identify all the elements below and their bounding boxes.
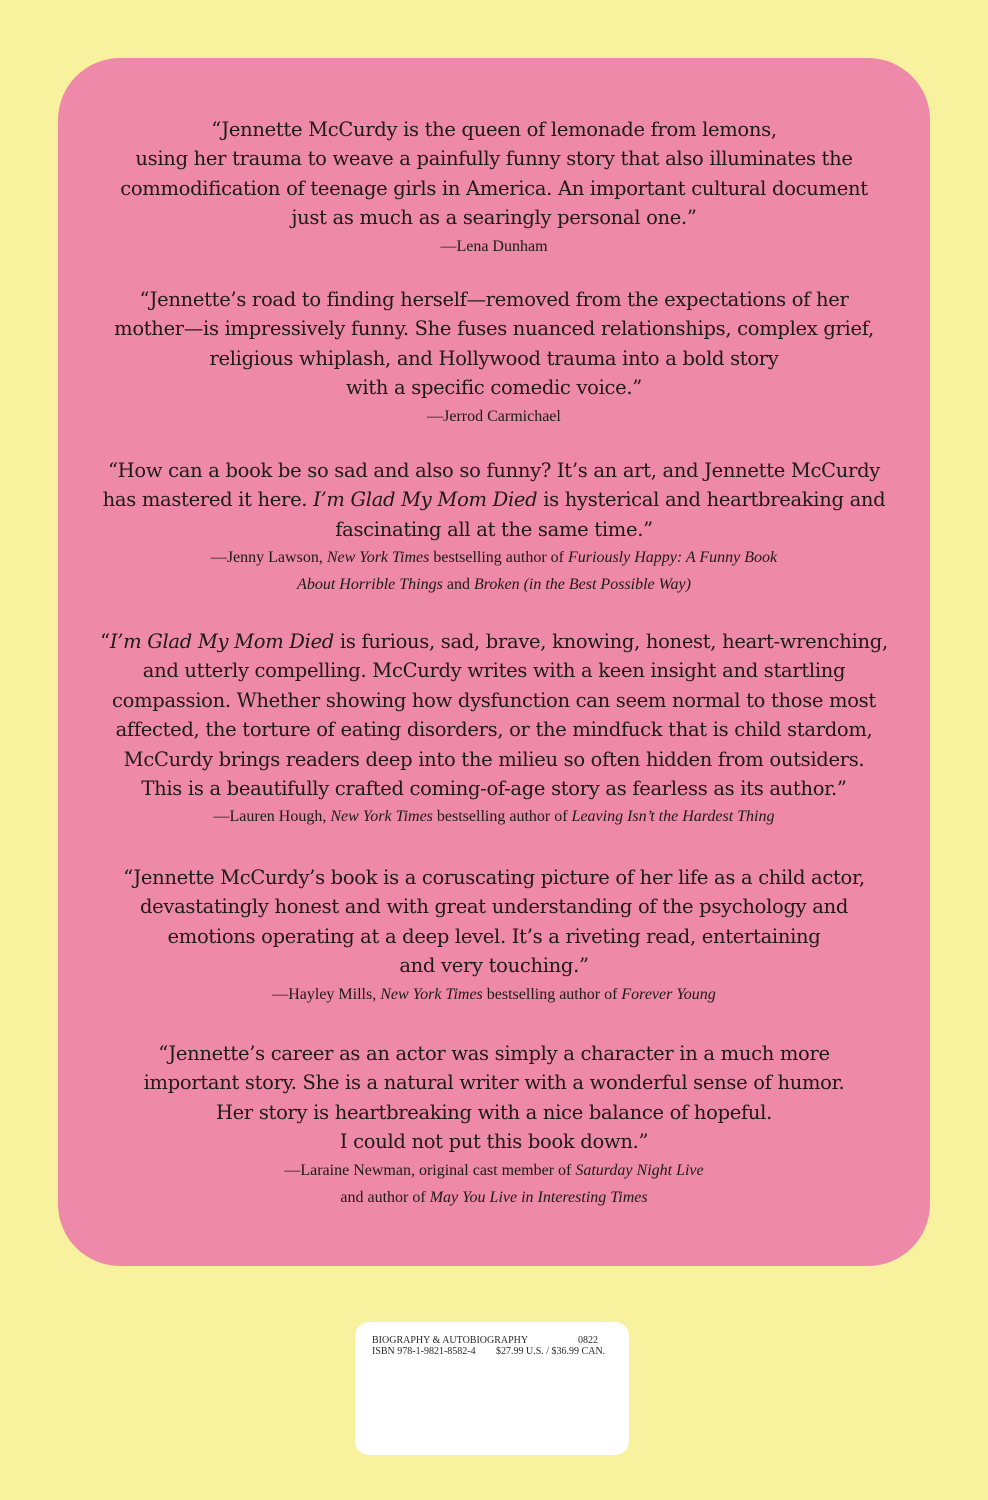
attribution-name: —Jenny Lawson, (210, 549, 323, 567)
quote-line: “How can a book be so sad and also so funny? It’s an art, and Jennette McCurdy (108, 459, 880, 482)
blurb-quote (58, 863, 930, 981)
blurb-lena-dunham (58, 115, 930, 260)
quote-text: is furious, sad, brave, knowing, honest, heart-wrenching, (339, 630, 888, 653)
quote-line: devastatingly honest and with great understanding of the psychology and (139, 895, 849, 919)
quote-line: affected, the torture of eating disorders, or the mindfuck that is child stardom, (115, 718, 873, 742)
book-category: BIOGRAPHY & AUTOBIOGRAPHY (372, 1335, 529, 1346)
quote-line: and very touching.” (399, 954, 589, 978)
attribution-role: bestselling author of (486, 985, 618, 1003)
blurb-hayley-mills (58, 863, 930, 1008)
quote-line: I could not put this book down.” (339, 1130, 649, 1154)
attribution-line (58, 981, 930, 1008)
quote-line: mother—is impressively funny. She fuses nuanced relationships, complex grief, (114, 317, 874, 341)
quote-line: religious whiplash, and Hollywood trauma into a bold story (209, 346, 779, 370)
quote-text: is hysterical and heartbreaking and (543, 488, 886, 512)
blurb-laraine-newman (58, 1039, 930, 1211)
blurb-attribution (58, 803, 930, 830)
quote-line: important story. She is a natural writer with a wonderful sense of humor. (143, 1071, 845, 1095)
blurb-panel (58, 58, 930, 1266)
quote-line: with a specific comedic voice.” (346, 376, 642, 400)
quote-line: Her story is heartbreaking with a nice balance of hopeful. (215, 1100, 773, 1124)
blurb-quote (58, 1039, 930, 1157)
publication-name: New York Times (380, 985, 483, 1003)
attribution-role: bestselling author of (436, 808, 568, 826)
quote-line: “Jennette’s career as an actor was simply a character in a much more (158, 1042, 830, 1065)
blurb-quote (58, 627, 930, 803)
book-title: About Horrible Things (297, 576, 443, 594)
attribution-line: —Jerrod Carmichael (427, 407, 561, 425)
barcode-label (355, 1322, 629, 1455)
quote-line: fascinating all at the same time.” (335, 517, 653, 541)
quote-line: and utterly compelling. McCurdy writes with a keen insight and startling (142, 659, 846, 683)
attribution-conjunction: and (446, 576, 470, 594)
quote-line: This is a beautifully crafted coming-of-age story as fearless as its author.” (141, 777, 847, 801)
quote-line: McCurdy brings readers deep into the milieu so often hidden from outsiders. (123, 747, 865, 771)
blurb-quote (58, 456, 930, 544)
attribution-line (58, 544, 930, 571)
quote-line: using her trauma to weave a painfully funny story that also illuminates the (135, 147, 853, 171)
attribution-conjunction: and author of (340, 1188, 426, 1206)
quote-mark: “ (100, 630, 110, 653)
quote-line: “Jennette’s road to finding herself—removed from the expectations of her (139, 288, 849, 311)
book-title: I’m Glad My Mom Died (109, 630, 334, 653)
attribution-name: —Laraine Newman, original cast member of (284, 1161, 572, 1179)
book-title: Broken (in the Best Possible Way) (473, 576, 691, 594)
blurb-attribution (58, 1157, 930, 1211)
category-code: 0822 (578, 1335, 598, 1346)
quote-line: just as much as a searingly personal one.” (291, 206, 697, 230)
book-title: Furiously Happy: A Funny Book (568, 549, 778, 567)
book-title: I’m Glad My Mom Died (313, 488, 538, 512)
attribution-line: —Lena Dunham (440, 237, 548, 255)
blurb-lauren-hough (58, 627, 930, 830)
attribution-line (58, 1184, 930, 1211)
isbn-number: ISBN 978-1-9821-8582-4 (372, 1346, 476, 1357)
attribution-name: —Lauren Hough, (213, 808, 327, 826)
book-title: Leaving Isn’t the Hardest Thing (571, 808, 775, 826)
blurb-quote (58, 115, 930, 233)
quote-line: emotions operating at a deep level. It’s a riveting read, entertaining (167, 924, 821, 948)
quote-line (58, 485, 930, 514)
book-title: May You Live in Interesting Times (429, 1188, 648, 1206)
show-title: Saturday Night Live (575, 1161, 704, 1179)
publication-name: New York Times (330, 808, 433, 826)
blurb-attribution (58, 403, 930, 430)
attribution-line (58, 803, 930, 830)
quote-line: commodification of teenage girls in America. An important cultural document (120, 176, 868, 200)
publication-name: New York Times (326, 549, 430, 567)
blurb-jerrod-carmichael (58, 285, 930, 430)
quote-line: “Jennette McCurdy is the queen of lemonade from lemons, (211, 118, 777, 141)
book-title: Forever Young (621, 985, 716, 1003)
quote-line: compassion. Whether showing how dysfunction can seem normal to those most (112, 688, 876, 712)
attribution-line (58, 571, 930, 598)
blurb-quote (58, 285, 930, 403)
blurb-jenny-lawson (58, 456, 930, 598)
attribution-name: —Hayley Mills, (272, 985, 377, 1003)
attribution-role: bestselling author of (433, 549, 564, 567)
blurb-attribution (58, 233, 930, 260)
blurb-attribution (58, 981, 930, 1008)
quote-line (58, 627, 930, 656)
quote-line: “Jennette McCurdy’s book is a coruscating picture of her life as a child actor, (123, 866, 865, 889)
book-price: $27.99 U.S. / $36.99 CAN. (496, 1346, 606, 1357)
blurb-attribution (58, 544, 930, 598)
attribution-line (58, 1157, 930, 1184)
quote-text: has mastered it here. (102, 488, 308, 512)
